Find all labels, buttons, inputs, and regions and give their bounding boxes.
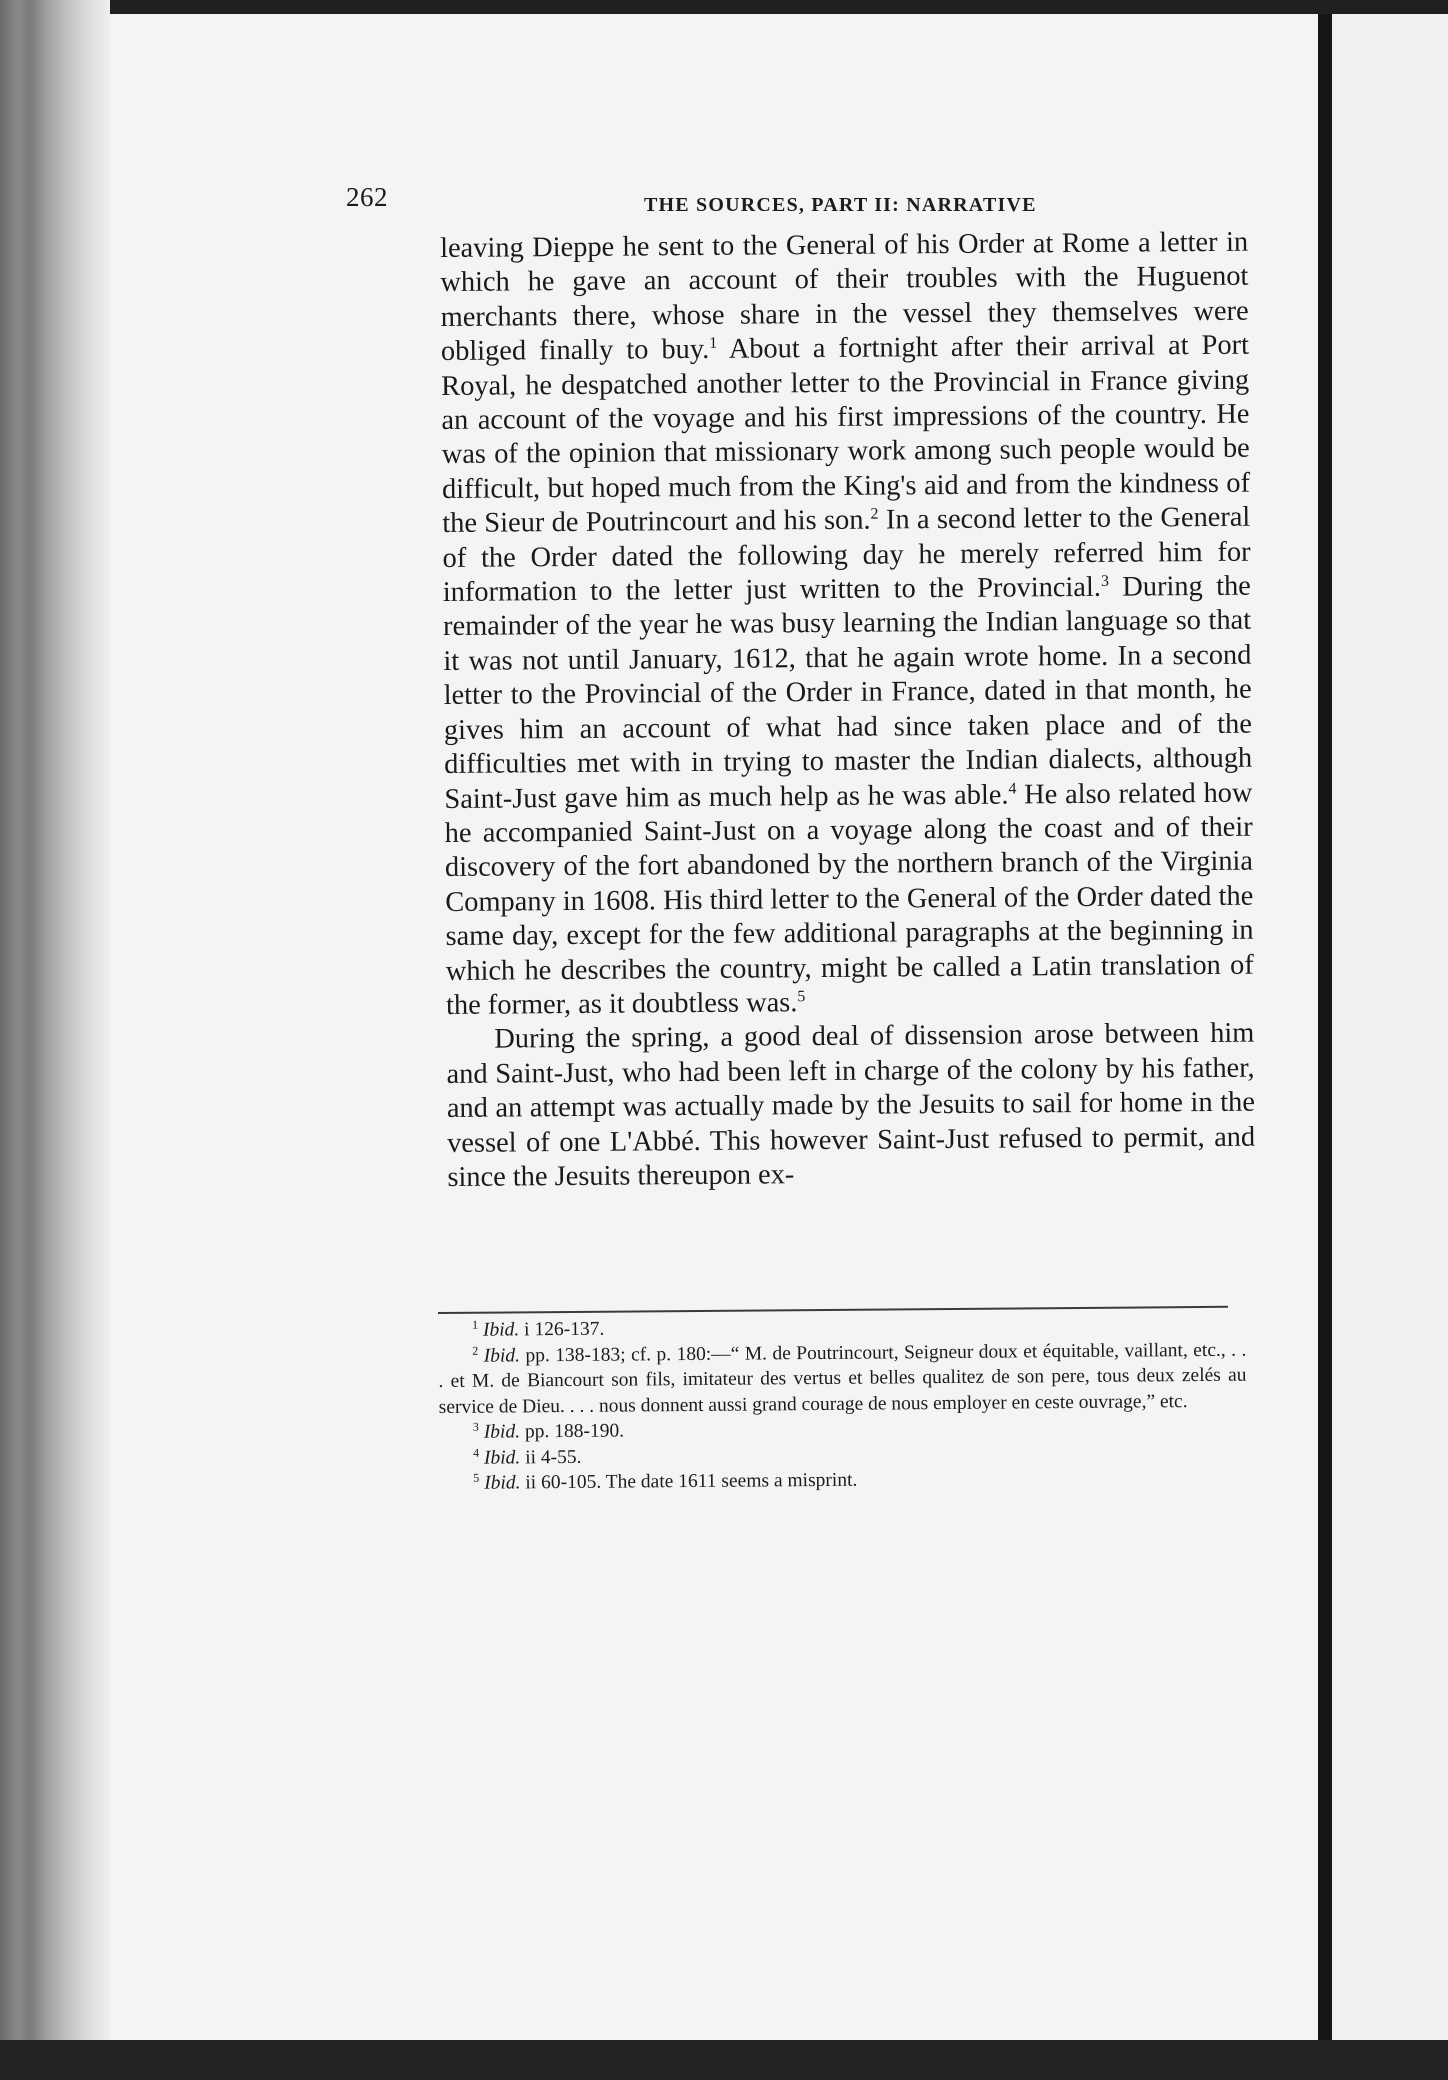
page-number: 262 xyxy=(346,182,388,212)
paragraph-1 xyxy=(440,226,1254,1024)
footnote-text: pp. 188-190. xyxy=(519,1420,625,1443)
paragraph-2: During the spring, a good deal of dissension arose between him and Saint-Just, who had been left in charge of the colony by his father, and an attempt was actually made by the Jesuits to sail for home in the vessel of one L'Abbé. This however Saint-Just refused to permit, and since the Jesuits thereupon ex- xyxy=(446,1017,1256,1193)
footnote-ref-1: 1 xyxy=(709,335,718,353)
next-page-strip xyxy=(1332,14,1448,2040)
body-text xyxy=(440,226,1256,1196)
paragraph-1-part-a: leaving Dieppe he sent to the General of his Order at Rome a letter in which he gave an account of their troubles with the Huguenot merchants there, whose share in the vessel they themselves were obliged finally to buy. xyxy=(440,226,1249,368)
scan-bottom-edge xyxy=(0,2040,1448,2080)
paragraph-1-part-e: He also related how he accompanied Saint-Just on a voyage along the coast and of their discovery of the fort abandoned by the northern branch of the Virginia Company in 1608. His third letter to the General of the Order dated the same day, except for the few additional paragraphs at the beginning in which he describes the country, might be called a Latin translation of the former, as it doubtless was. xyxy=(444,777,1254,1021)
scan-top-edge xyxy=(0,0,1448,14)
paragraph-1-part-c: In a second letter to the General of the Order dated the following day he merely referred him for information to the letter just written to the Provincial. xyxy=(442,501,1251,609)
running-head: THE SOURCES, PART II: NARRATIVE xyxy=(644,194,1037,216)
footnote-text: i 126-137. xyxy=(519,1318,605,1341)
footnote-marker: 2 xyxy=(472,1343,479,1358)
footnote-text: ii 60-105. The date 1611 seems a misprint. xyxy=(520,1469,858,1494)
footnote-marker: 3 xyxy=(472,1419,479,1434)
footnote-ibid: Ibid. xyxy=(482,1319,520,1341)
footnote-ibid: Ibid. xyxy=(483,1344,521,1367)
page-header xyxy=(346,178,1248,218)
book-gutter xyxy=(0,0,110,2080)
footnote-ref-4: 4 xyxy=(1008,779,1017,798)
paragraph-1-part-b: About a fortnight after their arrival at Port Royal, he despatched another letter to the Provincial in France giving an account of the voyage and his first impressions of the country. He was of the opinion that missionary work among such people would be difficult, but hoped much from the King's aid and from the kindness of the Sieur de Poutrincourt and his son. xyxy=(441,329,1251,540)
footnote-ibid: Ibid. xyxy=(484,1472,521,1494)
footnote-marker: 5 xyxy=(473,1470,480,1485)
footnote-marker: 4 xyxy=(473,1445,480,1460)
footnote-text: pp. 138-183; cf. p. 180:—“ M. de Poutrincourt, Seigneur doux et équitable, vaillant, etc., . . . et M. de Biancourt son fils, imitateur des vertus et belles qualitez de son pere, tous deux zelés au service de Dieu. . . . nous donnent aussi grand courage de nous employer en ceste ouvrage,” etc. xyxy=(438,1339,1247,1418)
next-page-edge xyxy=(1318,14,1332,2040)
paragraph-1-part-d: During the remainder of the year he was busy learning the Indian language so that it was not until January, 1612, that he again wrote home. In a second letter to the Provincial of the Order in France, dated in that month, he gives him an account of what had since taken place and of the difficulties met with in trying to master the Indian dialects, although Saint-Just gave him as much help as he was able. xyxy=(442,570,1253,815)
footnote-text: ii 4-55. xyxy=(520,1446,582,1468)
footnotes xyxy=(438,1312,1247,1497)
footnote-marker: 1 xyxy=(471,1317,479,1332)
footnote-ref-3: 3 xyxy=(1100,572,1109,590)
footnote-ref-5: 5 xyxy=(797,988,806,1006)
footnote-ibid: Ibid. xyxy=(483,1421,521,1443)
footnote-ref-2: 2 xyxy=(870,505,879,523)
footnote-ibid: Ibid. xyxy=(483,1446,521,1469)
footnote-2 xyxy=(438,1337,1247,1420)
